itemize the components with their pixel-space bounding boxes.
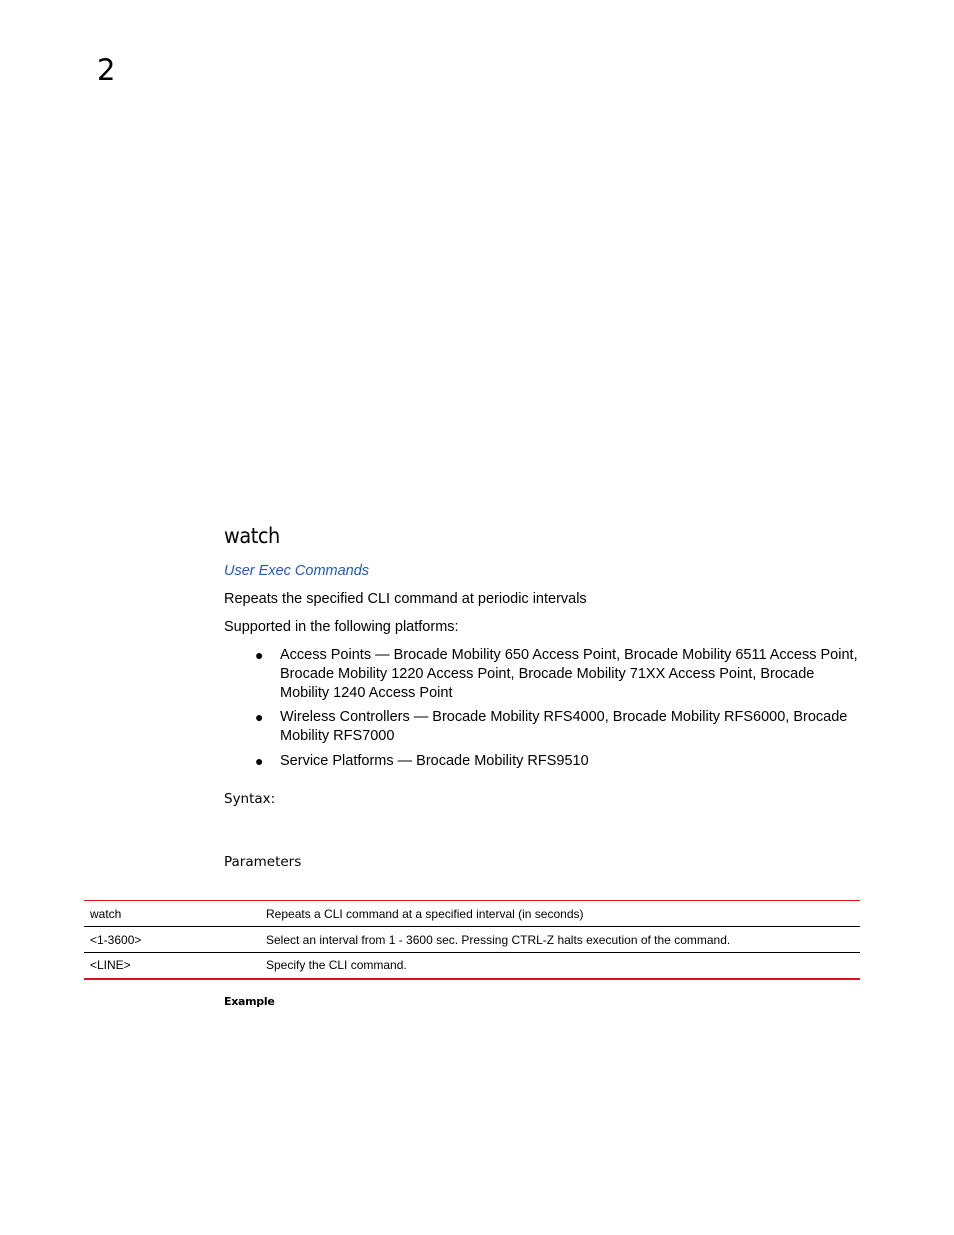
platform-item-wireless-controllers bbox=[224, 708, 874, 746]
platform-list bbox=[224, 646, 874, 777]
parameter-description: Repeats a CLI command at a specified interval (in seconds) bbox=[260, 901, 860, 927]
example-heading: Example bbox=[224, 995, 275, 1008]
bullet-icon: ● bbox=[255, 647, 264, 663]
platform-line: Mobility RFS7000 bbox=[280, 728, 395, 745]
parameter-name: <LINE> bbox=[84, 953, 260, 979]
platforms-intro: Supported in the following platforms: bbox=[224, 619, 459, 635]
platform-line: Access Points — Brocade Mobility 650 Access Point, Brocade Mobility 6511 Access Point, bbox=[280, 647, 858, 663]
platform-line: Wireless Controllers — Brocade Mobility RFS4000, Brocade Mobility RFS6000, Brocade bbox=[280, 709, 848, 726]
parameters-heading: Parameters bbox=[224, 854, 302, 870]
bullet-icon: ● bbox=[255, 709, 264, 726]
parameters-table bbox=[84, 900, 860, 980]
platform-item-service-platforms bbox=[224, 752, 874, 771]
chapter-number: 2 bbox=[97, 53, 116, 87]
syntax-heading: Syntax: bbox=[224, 791, 276, 807]
parameter-description: Specify the CLI command. bbox=[260, 953, 860, 979]
parameter-name: <1-3600> bbox=[84, 927, 260, 953]
platform-line: Service Platforms — Brocade Mobility RFS9510 bbox=[280, 752, 589, 769]
platform-item-access-points bbox=[224, 646, 874, 702]
section-title: watch bbox=[224, 524, 280, 548]
parameter-name: watch bbox=[84, 901, 260, 927]
bullet-icon: ● bbox=[255, 752, 264, 769]
parameter-description: Select an interval from 1 - 3600 sec. Pressing CTRL-Z halts execution of the command. bbox=[260, 927, 860, 953]
table-row bbox=[84, 927, 860, 953]
user-exec-commands-link[interactable]: User Exec Commands bbox=[224, 563, 370, 579]
table-row bbox=[84, 953, 860, 979]
command-description: Repeats the specified CLI command at periodic intervals bbox=[224, 591, 587, 607]
table-row bbox=[84, 901, 860, 927]
platform-line: Brocade Mobility 1220 Access Point, Brocade Mobility 71XX Access Point, Brocade bbox=[280, 665, 815, 682]
platform-line: Mobility 1240 Access Point bbox=[280, 684, 453, 701]
